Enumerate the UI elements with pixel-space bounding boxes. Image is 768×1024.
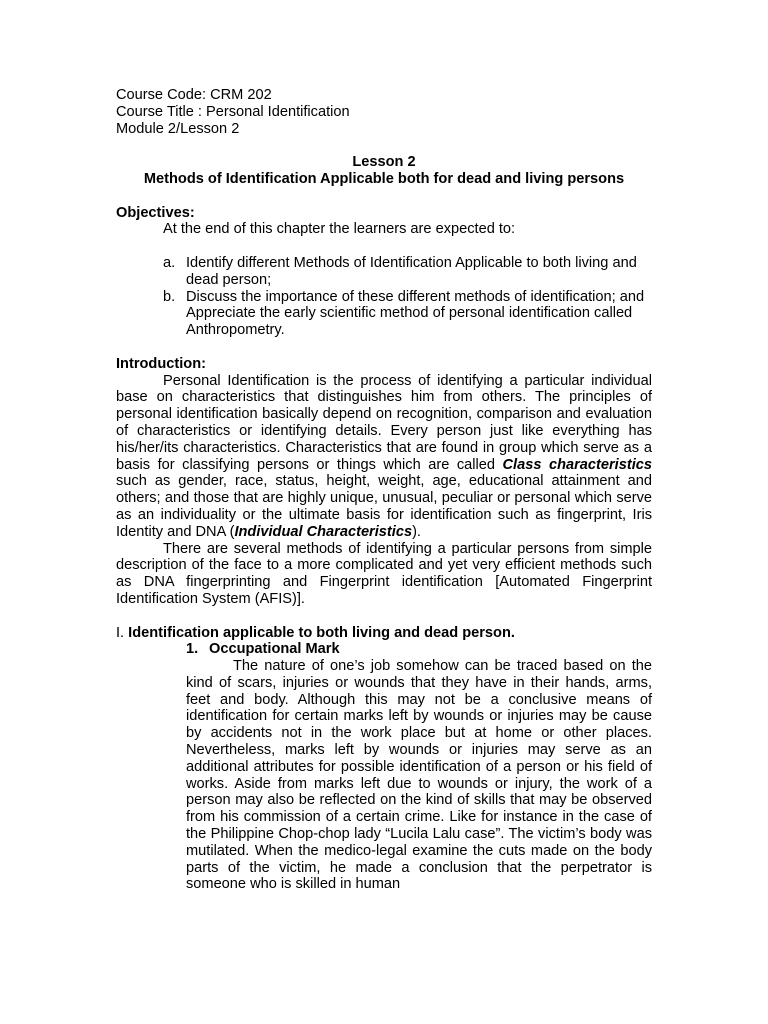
section-title: Identification applicable to both living and dead person.	[128, 624, 515, 641]
intro-text: such as gender, race, status, height, weight, age, educational attainment and others; and those that are highly unique, unusual, peculiar or personal which serve as an individuality or the ultimate basis for identification such as fingerprint, Iris Identity and DNA (	[116, 473, 652, 540]
objective-marker: a.	[163, 254, 176, 271]
class-characteristics-term: Class characteristics	[502, 456, 652, 473]
objectives-heading: Objectives:	[116, 204, 195, 221]
objective-text: Appreciate the early scientific method of personal identification called Anthropometry.	[186, 305, 633, 339]
objectives-intro: At the end of this chapter the learners are expected to:	[163, 221, 516, 238]
introduction-paragraph-2: There are several methods of identifying a particular persons from simple description of the face to a more complicated and yet very efficient methods such as DNA fingerprinting and Fingerprint identification [Automated Fingerprint Identification System (AFIS)].	[116, 540, 652, 607]
document-page	[116, 87, 652, 893]
introduction-paragraph-1	[116, 373, 652, 541]
objective-item	[163, 289, 652, 306]
section-1-heading	[116, 625, 652, 642]
intro-text: ).	[412, 523, 421, 540]
lesson-number: Lesson 2	[352, 154, 416, 171]
subsection-title: Occupational Mark	[209, 641, 340, 658]
occupational-mark-paragraph: The nature of one’s job somehow can be traced based on the kind of scars, injuries or wounds that they have in their hands, arms, feet and body. Although this may not be a conclusive means of identification for certain marks left by wounds or injuries may be cause by accidents not in the work place but at home or other places. Nevertheless, marks left by wounds or injuries may serve as an additional attributes for possible identification of a person or his field of works. Aside from marks left due to wounds or injury, the work of a person may also be reflected on the kind of skills that may be observed from his commission of a certain crime. Like for instance in the case of the Philippine Chop-chop lady “Lucila Lalu case”. The victim’s body was mutilated. When the medico-legal examine the cuts made on the body parts of the victim, he made a conclusion that the perpetrator is someone who is skilled in human	[186, 658, 652, 893]
course-code: Course Code: CRM 202	[116, 87, 272, 103]
objective-text: Discuss the importance of these different methods of identification; and	[186, 288, 645, 305]
lesson-title: Methods of Identification Applicable both for dead and living persons	[143, 170, 625, 187]
intro-text: Personal Identification is the process of identifying a particular individual base on characteristics that distinguishes him from others. The principles of personal identification basically depend on recognition, comparison and evaluation of characteristics or identifying details. Every person just like everything has his/her/its characteristics. Characteristics that are found in group which serve as a basis for classifying persons or things which are called	[116, 372, 652, 473]
module-lesson: Module 2/Lesson 2	[116, 120, 240, 137]
subsection-heading	[116, 641, 652, 658]
objective-text: Identify different Methods of Identification Applicable to both living and dead person;	[186, 254, 637, 288]
subsection-number: 1.	[186, 641, 199, 658]
introduction-heading: Introduction:	[116, 355, 206, 372]
occupational-mark-body	[116, 658, 652, 893]
objective-item	[163, 255, 652, 289]
objective-item	[163, 305, 652, 339]
course-title: Course Title : Personal Identification	[116, 103, 350, 120]
individual-characteristics-term: Individual Characteristics	[234, 523, 413, 540]
objectives-list	[116, 255, 652, 339]
section-numeral: I.	[116, 624, 125, 641]
objective-marker: b.	[163, 288, 176, 305]
